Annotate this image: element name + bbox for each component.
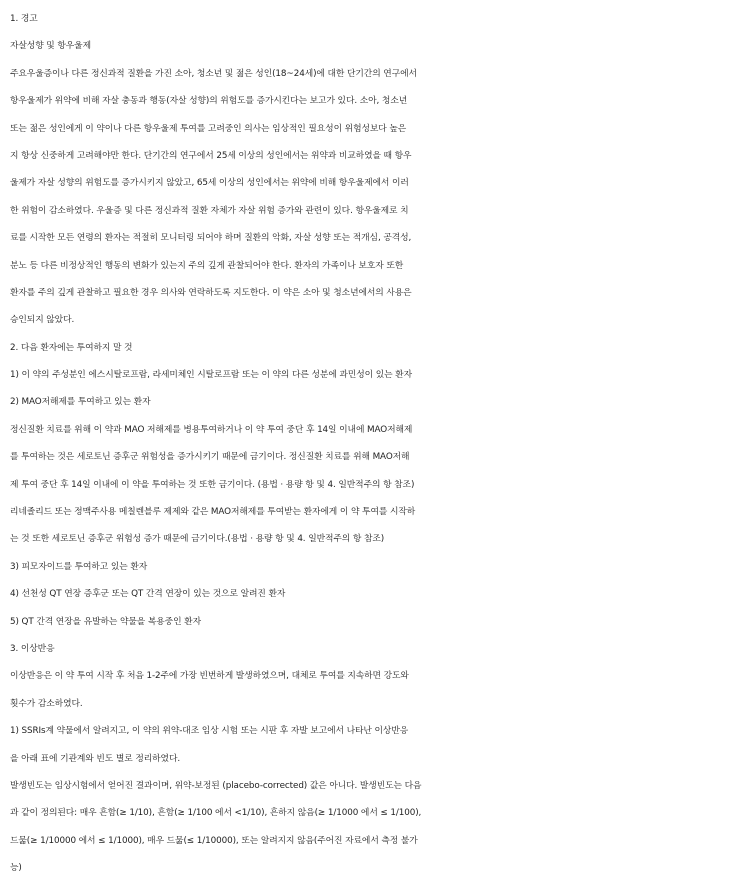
text-line: 드묾(≥ 1/10000 에서 ≤ 1/1000), 매우 드묾(≤ 1/10000), 또는 알려지지 않음(주어진 자료에서 측정 불가 — [10, 835, 418, 846]
text-line: 이상반응은 이 약 투여 시작 후 처음 1-2주에 가장 빈번하게 발생하였으며, 대체로 투여를 지속하면 강도와 — [10, 671, 409, 682]
text-line: 울제가 자살 성향의 위험도를 증가시키지 않았고, 65세 이상의 성인에서는 위약에 비해 항우울제에서 이러 — [10, 178, 409, 189]
text-line: 정신질환 치료를 위해 이 약과 MAO 저해제를 병용투여하거나 이 약 투여 중단 후 14일 이내에 MAO저해제 — [10, 424, 413, 435]
heading-adverse-reactions: 3. 이상반응 — [10, 643, 55, 654]
text-line: 을 아래 표에 기관계와 빈도 별로 정리하였다. — [10, 753, 181, 764]
list-item: 1) SSRIs계 약물에서 알려지고, 이 약의 위약-대조 임상 시험 또는 시판 후 자발 보고에서 나타난 이상반응 — [10, 726, 409, 737]
text-line: 분노 등 다른 비정상적인 행동의 변화가 있는지 주의 깊게 관찰되어야 한다. 환자의 가족이나 보호자 또한 — [10, 260, 404, 271]
text-line: 주요우울증이나 다른 정신과적 질환을 가진 소아, 청소년 및 젊은 성인(18~24세)에 대한 단기간의 연구에서 — [10, 68, 417, 79]
heading-contraindications: 2. 다음 환자에는 투여하지 말 것 — [10, 342, 133, 353]
text-line: 또는 젊은 성인에게 이 약이나 다른 항우울제 투여를 고려중인 의사는 임상적인 필요성이 위험성보다 높은 — [10, 123, 407, 134]
list-item: 4) 선천성 QT 연장 증후군 또는 QT 간격 연장이 있는 것으로 알려진 환자 — [10, 589, 286, 600]
text-line: 는 것 또한 세로토닌 증후군 위험성 증가 때문에 금기이다.(용법 · 용량 항 및 4. 일반적주의 항 참조) — [10, 534, 385, 545]
text-line: 승인되지 않았다. — [10, 315, 75, 326]
text-line: 능) — [10, 863, 22, 874]
list-item: 5) QT 간격 연장을 유발하는 약물을 복용중인 환자 — [10, 616, 201, 627]
text-line: 한 위험이 감소하였다. 우울증 및 다른 정신과적 질환 자체가 자살 위험 증가와 관련이 있다. 항우울제로 치 — [10, 205, 409, 216]
text-line: 료를 시작한 모든 연령의 환자는 적절히 모니터링 되어야 하며 질환의 악화, 자살 성향 또는 적개심, 공격성, — [10, 233, 412, 244]
text-line: 제 투여 중단 후 14일 이내에 이 약을 투여하는 것 또한 금기이다. (용법 · 용량 항 및 4. 일반적주의 항 참조) — [10, 479, 415, 490]
text-line: 를 투여하는 것은 세로토닌 증후군 위험성을 증가시키기 때문에 금기이다. 정신질환 치료를 위해 MAO저해 — [10, 452, 410, 463]
text-line: 환자를 주의 깊게 관찰하고 필요한 경우 의사와 연락하도록 지도한다. 이 약은 소아 및 청소년에서의 사용은 — [10, 287, 412, 298]
text-line: 발생빈도는 임상시험에서 얻어진 결과이며, 위약-보정된 (placebo-corrected) 값은 아니다. 발생빈도는 다음 — [10, 780, 422, 791]
text-line: 과 같이 정의된다: 매우 흔함(≥ 1/10), 흔함(≥ 1/100 에서 <1/10), 흔하지 않음(≥ 1/1000 에서 ≤ 1/100), — [10, 808, 422, 819]
text-line: 리네졸리드 또는 정맥주사용 메칠렌블루 제제와 같은 MAO저해제를 투여받는 환자에게 이 약 투여를 시작하 — [10, 507, 416, 518]
text-line: 지 항상 신중하게 고려해야만 한다. 단기간의 연구에서 25세 이상의 성인에서는 위약과 비교하였을 때 항우 — [10, 150, 412, 161]
text-line: 항우울제가 위약에 비해 자살 충동과 행동(자살 성향)의 위험도를 증가시킨다는 보고가 있다. 소아, 청소년 — [10, 96, 408, 107]
list-item: 1) 이 약의 주성분인 에스시탈로프람, 라세미체인 시탈로프람 또는 이 약의 다른 성분에 과민성이 있는 환자 — [10, 370, 412, 381]
list-item: 3) 피모자이드를 투여하고 있는 환자 — [10, 561, 148, 572]
text-line: 횟수가 감소하였다. — [10, 698, 83, 709]
list-item: 2) MAO저해제를 투여하고 있는 환자 — [10, 397, 151, 408]
subheading-suicidality: 자살성향 및 항우울제 — [10, 41, 91, 52]
heading-warning: 1. 경고 — [10, 14, 38, 24]
